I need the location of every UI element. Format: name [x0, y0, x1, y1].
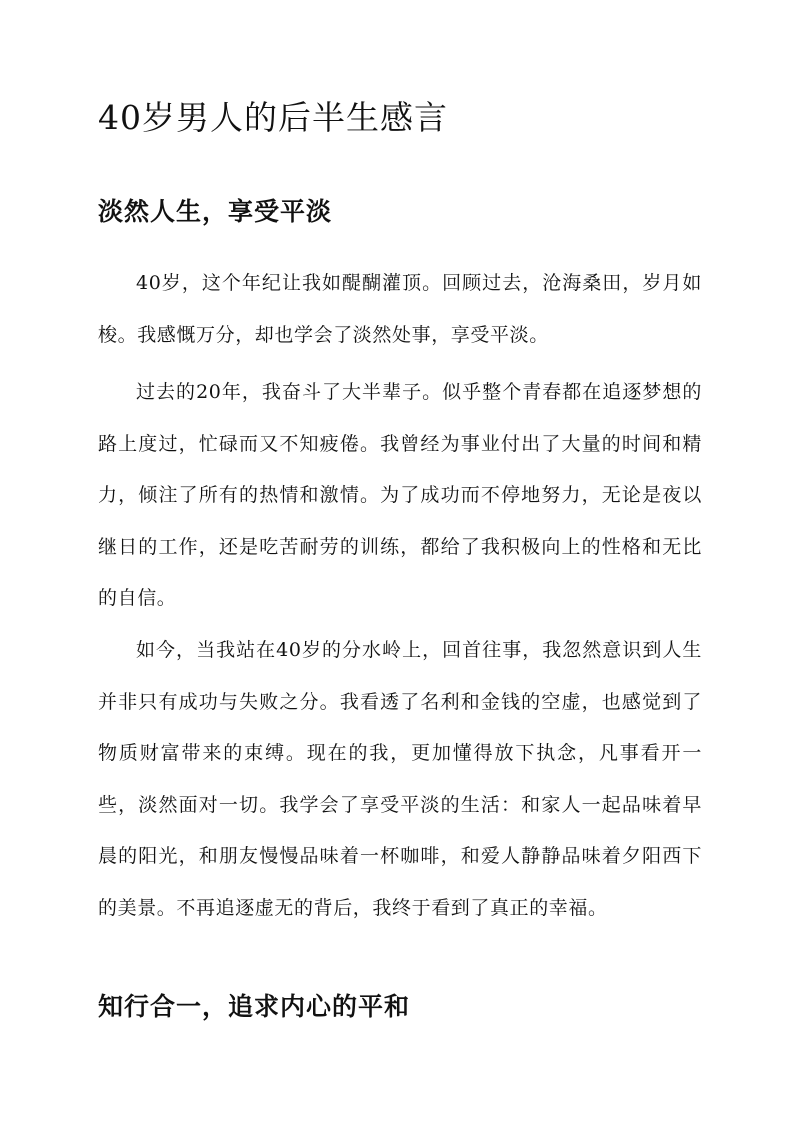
- section-heading-1: 淡然人生，享受平淡: [98, 197, 333, 226]
- section-1-paragraph-1: 40岁，这个年纪让我如醍醐灌顶。回顾过去，沧海桑田，岁月如梭。我感慨万分，却也学会了淡然处事，享受平淡。: [98, 272, 702, 346]
- section-heading-2: 知行合一，追求内心的平和: [98, 992, 411, 1021]
- section-1-paragraph-2: 过去的20年，我奋斗了大半辈子。似乎整个青春都在追逐梦想的路上度过，忙碌而又不知疲倦。我曾经为事业付出了大量的时间和精力，倾注了所有的热情和激情。为了成功而不停地努力，无论是夜以继日的工作，还是吃苦耐劳的训练，都给了我积极向上的性格和无比的自信。: [98, 381, 702, 609]
- section-1-paragraph-3: 如今，当我站在40岁的分水岭上，回首往事，我忽然意识到人生并非只有成功与失败之分。我看透了名利和金钱的空虚，也感觉到了物质财富带来的束缚。现在的我，更加懂得放下执念，凡事看开一些，淡然面对一切。我学会了享受平淡的生活：和家人一起品味着早晨的阳光，和朋友慢慢品味着一杯咖啡，和爱人静静品味着夕阳西下的美景。不再追逐虚无的背后，我终于看到了真正的幸福。: [98, 639, 702, 919]
- document-title: 40岁男人的后半生感言: [98, 98, 448, 137]
